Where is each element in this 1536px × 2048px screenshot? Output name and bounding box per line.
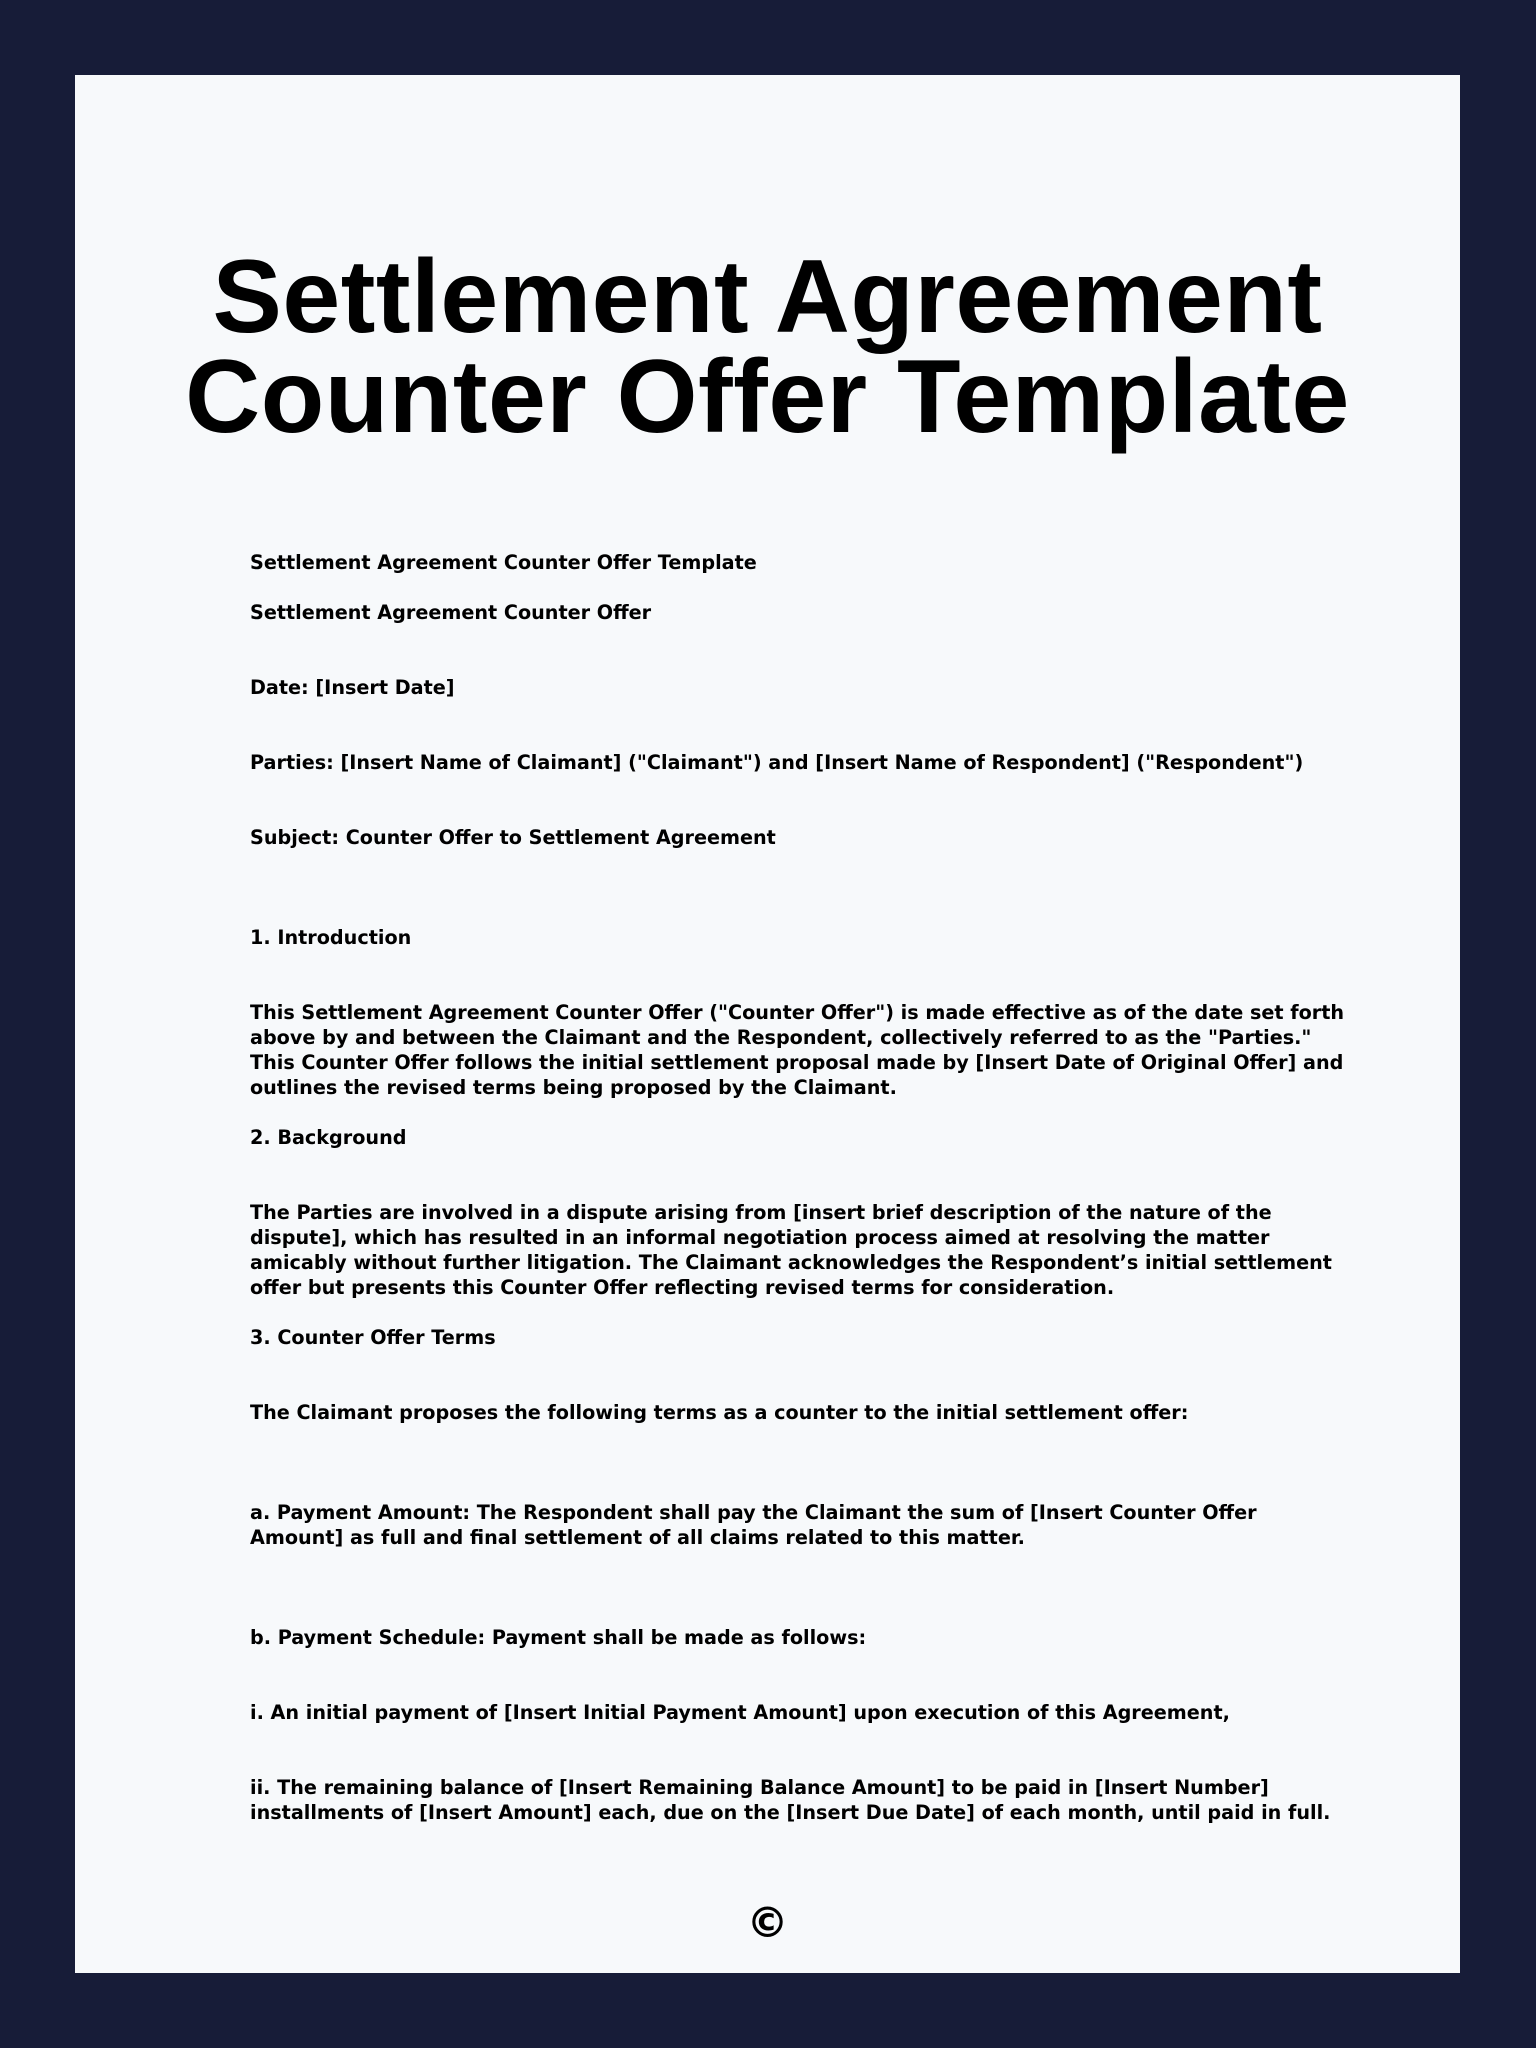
- terms-intro-paragraph: The Claimant proposes the following terms as a counter to the initial settlement offer:: [250, 1401, 1189, 1424]
- schedule-item-initial-payment: i. An initial payment of [Insert Initial Payment Amount] upon execution of this Agreement,: [250, 1701, 1230, 1724]
- doc-heading: Settlement Agreement Counter Offer Template: [250, 551, 757, 574]
- date-line: Date: [Insert Date]: [250, 676, 455, 699]
- page-title: [75, 239, 1460, 455]
- document-page: [75, 75, 1460, 1973]
- section-heading-background: 2. Background: [250, 1126, 407, 1149]
- section-heading-counter-offer-terms: 3. Counter Offer Terms: [250, 1326, 496, 1349]
- document-body: [250, 550, 1350, 1825]
- page-title-line-1: Settlement Agreement: [212, 239, 1323, 355]
- page-title-line-2: Counter Offer Template: [185, 339, 1350, 455]
- background-paragraph: The Parties are involved in a dispute arising from [insert brief description of the nature of the dispute], which has resulted in an informal negotiation process aimed at resolving the matter amicably without further litigation. The Claimant acknowledges the Respondent’s initial settlement offer but presents this Counter Offer reflecting revised terms for consideration.: [250, 1201, 1332, 1299]
- subject-line: Subject: Counter Offer to Settlement Agreement: [250, 826, 776, 849]
- schedule-item-remaining-balance: ii. The remaining balance of [Insert Remaining Balance Amount] to be paid in [Insert Number] installments of [Insert Amount] each, due on the [Insert Due Date] of each month, until paid in full.: [250, 1776, 1331, 1824]
- copyright-icon: ©: [746, 1898, 789, 1947]
- section-heading-introduction: 1. Introduction: [250, 926, 412, 949]
- parties-line: Parties: [Insert Name of Claimant] ("Claimant") and [Insert Name of Respondent] ("Respondent"): [250, 751, 1304, 774]
- doc-subheading: Settlement Agreement Counter Offer: [250, 601, 652, 624]
- term-payment-schedule: b. Payment Schedule: Payment shall be made as follows:: [250, 1626, 867, 1649]
- term-payment-amount: a. Payment Amount: The Respondent shall pay the Claimant the sum of [Insert Counter Offer Amount] as full and final settlement of all claims related to this matter.: [250, 1501, 1257, 1549]
- introduction-paragraph: This Settlement Agreement Counter Offer ("Counter Offer") is made effective as of the date set forth above by and between the Claimant and the Respondent, collectively referred to as the "Parties." This Counter Offer follows the initial settlement proposal made by [Insert Date of Original Offer] and outlines the revised terms being proposed by the Claimant.: [250, 1001, 1345, 1099]
